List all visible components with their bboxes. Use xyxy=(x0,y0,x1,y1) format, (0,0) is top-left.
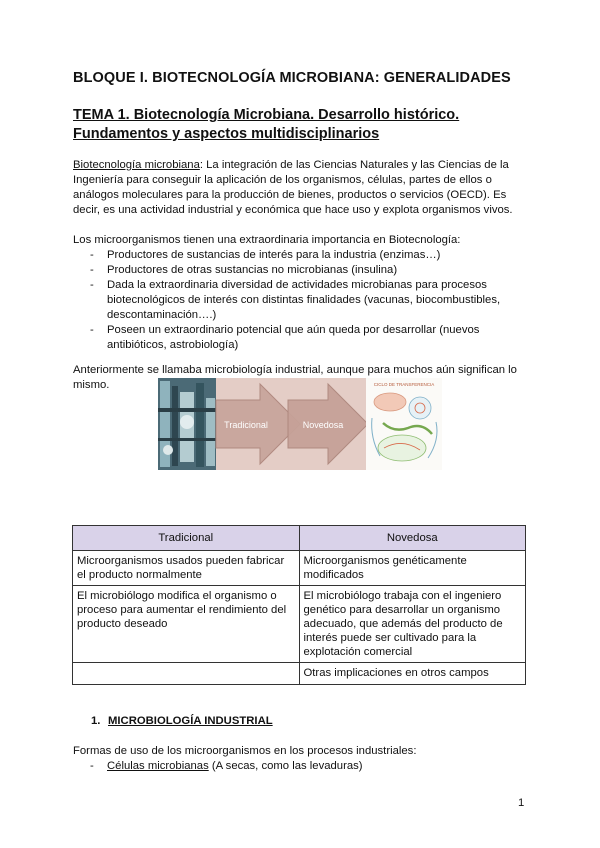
list-item: - Dada la extraordinaria diversidad de actividades microbianas para procesos biotecnológicos de interés con distintas finalidades (vacunas, biocombustibles, descontaminación….) xyxy=(90,279,501,321)
traditional-arrow-label: Tradicional xyxy=(224,420,268,430)
uses-text: (A secas, como las levaduras) xyxy=(208,760,363,772)
definition-paragraph xyxy=(73,158,533,218)
factory-photo xyxy=(158,378,216,470)
comparison-table xyxy=(72,525,526,685)
formerly-paragraph: Anteriormente se llamaba microbiología industrial, aunque para muchos aún significan lo mismo. xyxy=(73,364,517,391)
block-heading: BLOQUE I. BIOTECNOLOGÍA MICROBIANA: GENERALIDADES xyxy=(73,70,511,86)
table-header-row xyxy=(73,526,526,551)
list-item: - Poseen un extraordinario potencial que aún queda por desarrollar (nuevos antibióticos, astrobiología) xyxy=(90,324,480,351)
table-row xyxy=(73,586,526,663)
table-cell: Microorganismos usados pueden fabricar el producto normalmente xyxy=(73,551,300,586)
table-row xyxy=(73,551,526,586)
definition-text: : La integración de las Ciencias Naturales y las Ciencias de la Ingeniería para conseguir la aplicación de los organismos, células, partes de ellos o análogos moleculares para la producción de bienes, productos o servicios (OECD). Es decir, es una actividad industrial y económica que hace uso y explota organismos vivos. xyxy=(73,159,513,216)
list-item: - Productores de sustancias de interés para la industria (enzimas…) xyxy=(90,249,441,261)
diagram-caption: CICLO DE TRANSFERENCIA xyxy=(373,382,435,387)
table-row xyxy=(73,663,526,685)
table-cell: Microorganismos genéticamente modificados xyxy=(299,551,526,586)
importance-list xyxy=(73,248,533,353)
section-title: MICROBIOLOGÍA INDUSTRIAL xyxy=(108,715,273,727)
table-cell: El microbiólogo trabaja con el ingeniero genético para desarrollar un organismo adecuado, que además del producto de interés puede ser cultivado para la explotación comercial xyxy=(299,586,526,663)
page-number: 1 xyxy=(518,797,525,809)
importance-intro: Los microorganismos tienen una extraordinaria importancia en Biotecnología: xyxy=(73,234,461,246)
list-item: - Células microbianas (A secas, como las levaduras) xyxy=(90,760,363,772)
novel-arrow-label: Novedosa xyxy=(302,420,344,430)
definition-term: Biotecnología microbiana xyxy=(73,159,200,171)
section-number: 1. xyxy=(91,715,101,727)
topic-heading: TEMA 1. Biotecnología Microbiana. Desarrollo histórico. Fundamentos y aspectos multidisciplinarios xyxy=(73,107,460,142)
genetic-engineering-diagram xyxy=(366,378,442,470)
uses-list xyxy=(73,759,533,774)
table-cell xyxy=(73,663,300,685)
table-cell: Otras implicaciones en otros campos xyxy=(299,663,526,685)
table-cell: El microbiólogo modifica el organismo o proceso para aumentar el rendimiento del producto deseado xyxy=(73,586,300,663)
table-header-novel: Novedosa xyxy=(299,526,526,551)
table-header-traditional: Tradicional xyxy=(73,526,300,551)
list-item: - Productores de otras sustancias no microbianas (insulina) xyxy=(90,264,398,276)
uses-intro: Formas de uso de los microorganismos en los procesos industriales: xyxy=(73,745,417,757)
uses-term: Células microbianas xyxy=(107,760,209,772)
traditional-vs-novel-illustration xyxy=(158,378,442,470)
